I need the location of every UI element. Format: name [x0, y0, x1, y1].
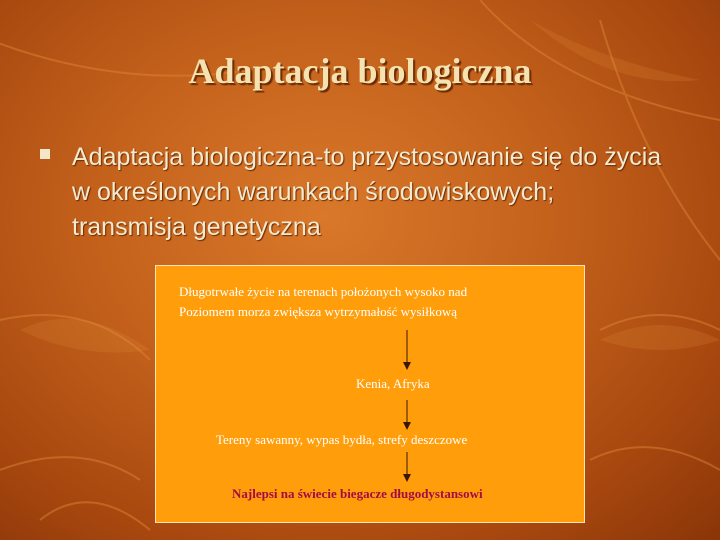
- diagram-line-2: Poziomem morza zwiększa wytrzymałość wysiłkową: [179, 304, 457, 319]
- diagram-box: [155, 265, 585, 523]
- arrow-down-icon: [402, 330, 412, 370]
- diagram-result: Najlepsi na świecie biegacze długodystansowi: [232, 486, 483, 501]
- bullet-text: Adaptacja biologiczna-to przystosowanie się do życia w określonych warunkach środowiskowych; transmisja genetyczna: [72, 143, 662, 241]
- square-bullet-icon: [40, 149, 50, 159]
- diagram-place: Kenia, Afryka: [356, 376, 430, 391]
- slide-title: Adaptacja biologiczna: [188, 51, 532, 91]
- diagram-terrain: Tereny sawanny, wypas bydła, strefy deszczowe: [216, 432, 468, 447]
- diagram-line-1: Długotrwałe życie na terenach położonych wysoko nad: [179, 284, 468, 299]
- arrow-down-icon: [402, 400, 412, 430]
- arrow-down-icon: [402, 452, 412, 482]
